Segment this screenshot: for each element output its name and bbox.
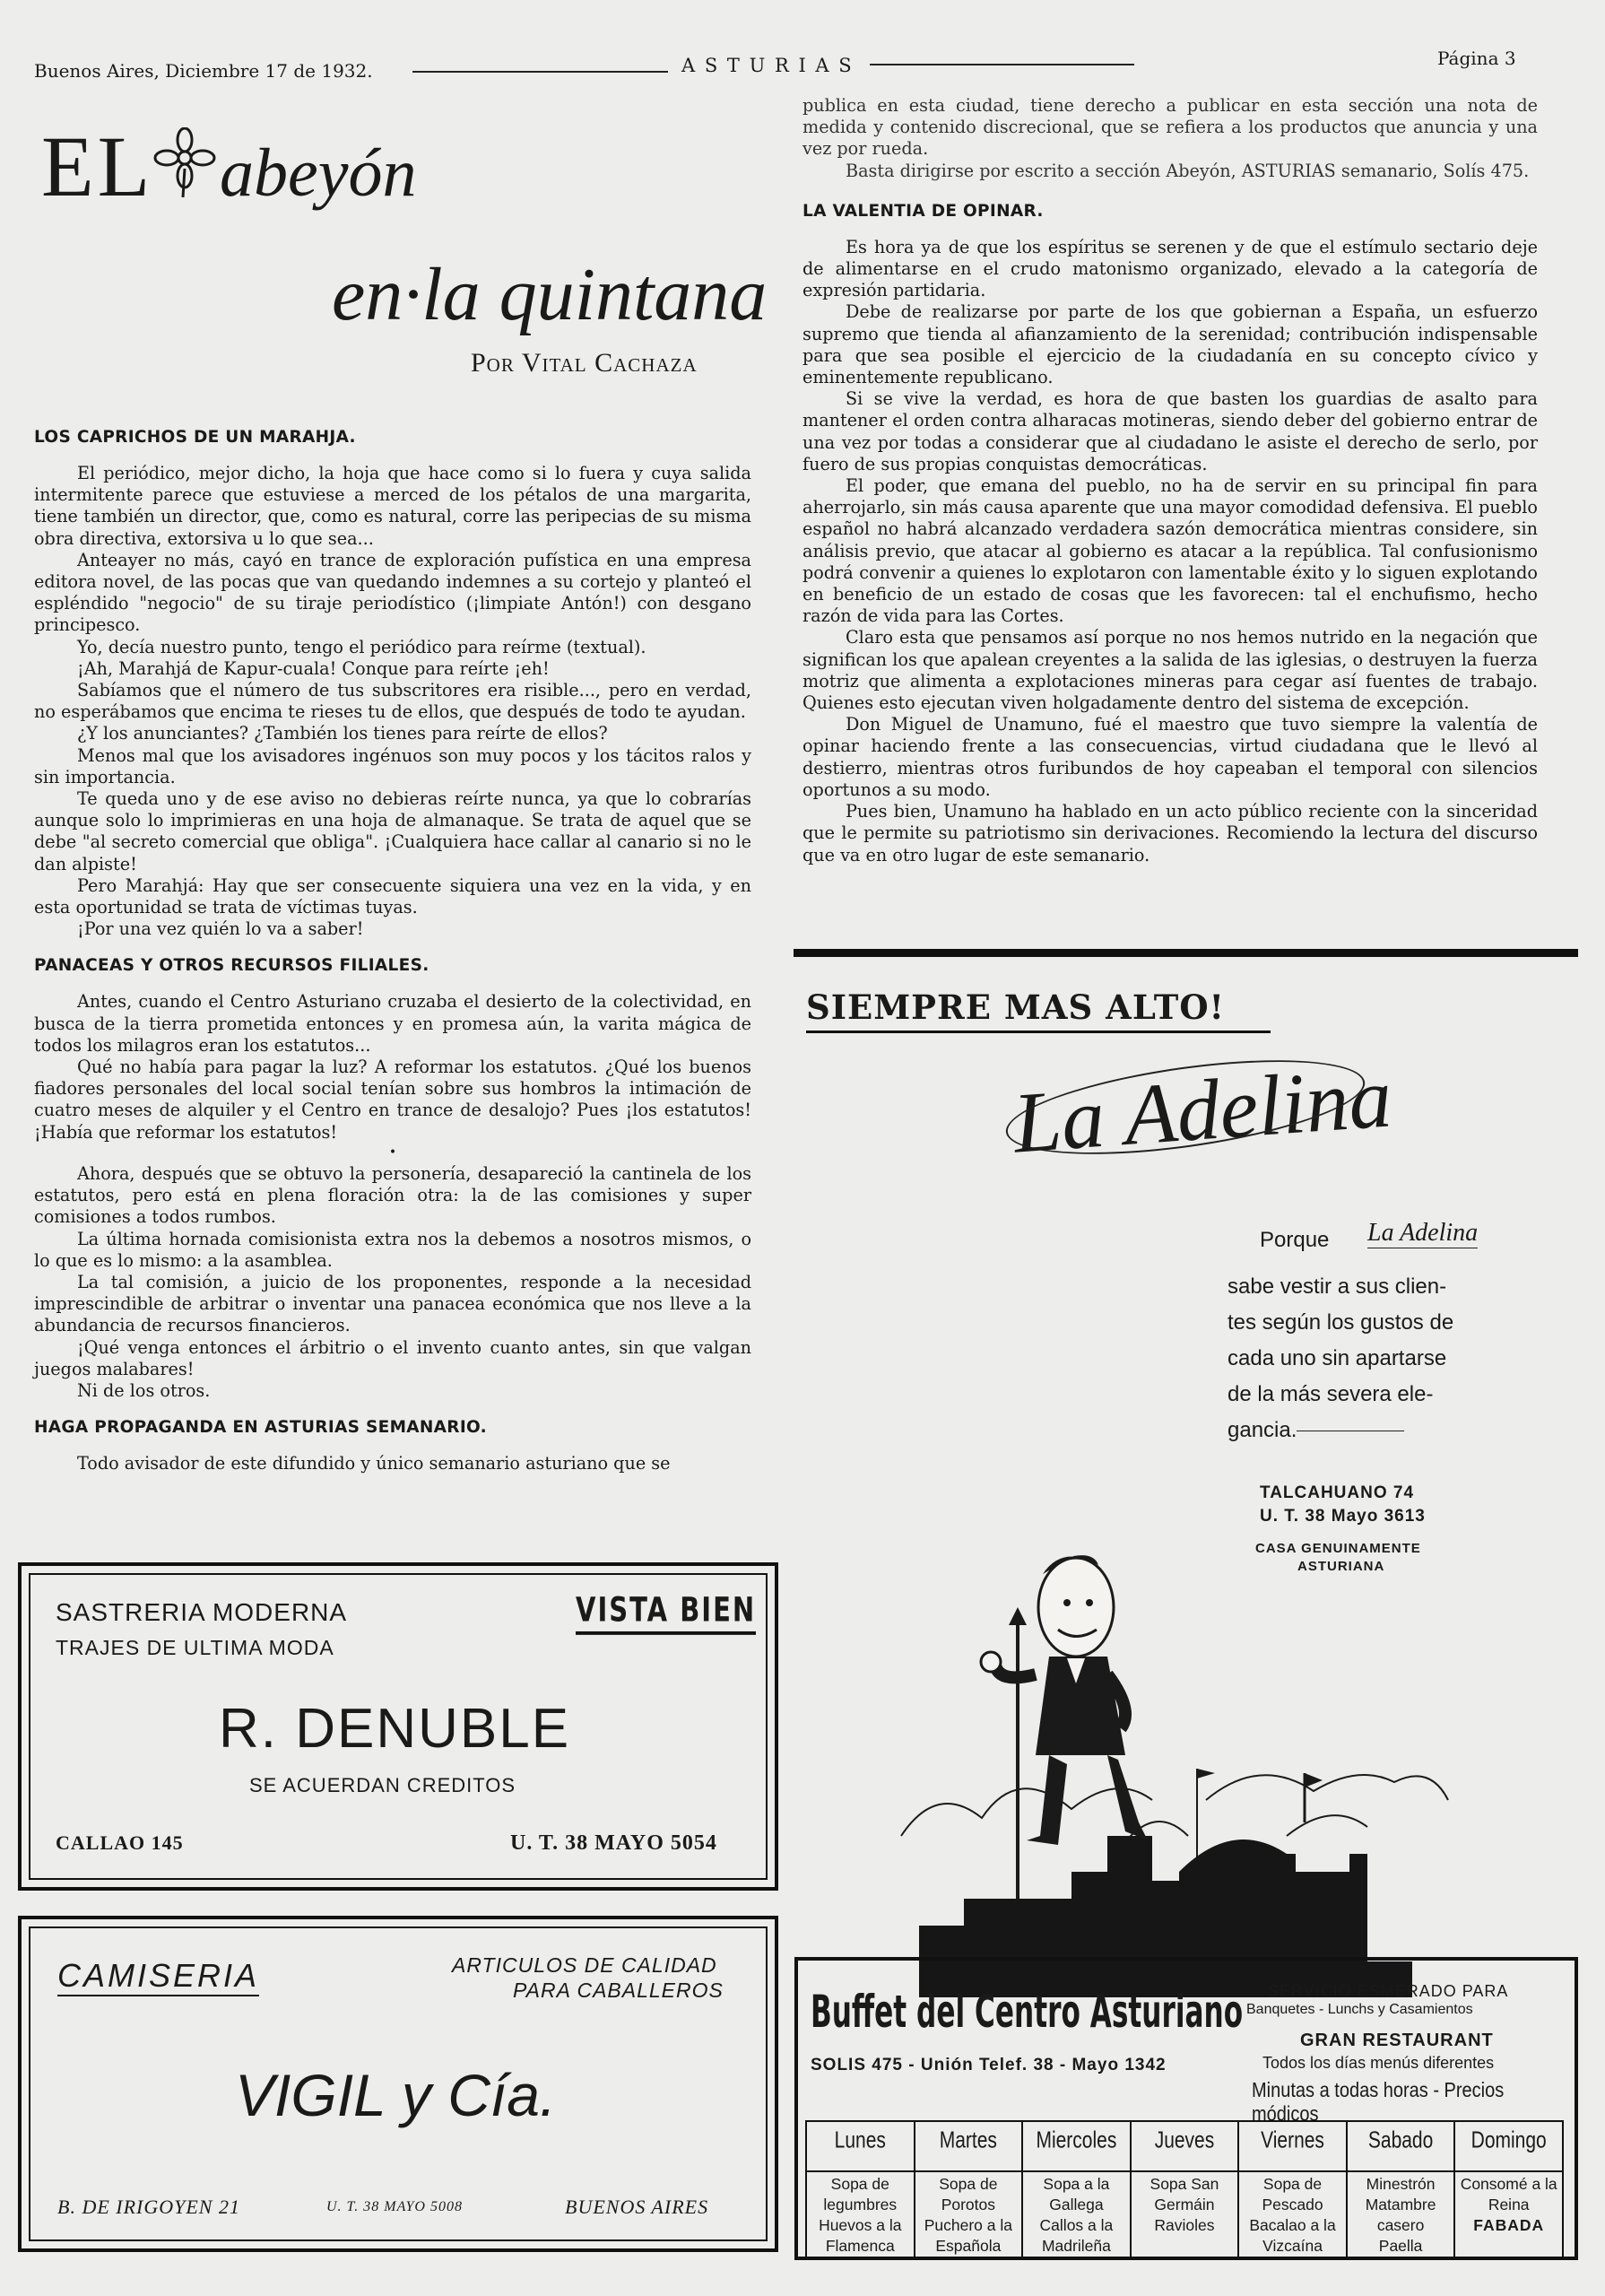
section-divider-dot: • [388, 1144, 397, 1160]
ad-phone: U. T. 38 MAYO 5008 [326, 2199, 463, 2214]
ad-label: CAMISERIA [57, 1957, 259, 1996]
menu-cell [1347, 2171, 1455, 2259]
ad-body-line: de la más severa ele- [1228, 1382, 1434, 1406]
ad-buffet [794, 1957, 1578, 2260]
ad-phone: U. T. 38 MAYO 5054 [510, 1831, 717, 1855]
menu-item: FABADA [1473, 2216, 1545, 2234]
menu-item: Callos a la Madrileña [1039, 2216, 1114, 2255]
section-title: HAGA PROPAGANDA EN ASTURIAS SEMANARIO. [34, 1418, 487, 1438]
ad-tagline2: PARA CABALLEROS [513, 1979, 724, 2002]
menu-item: Paella [1378, 2237, 1423, 2255]
ad-body-line: sabe vestir a sus clien- [1228, 1274, 1447, 1299]
menu-item: Minestrón [1366, 2175, 1436, 2193]
day-header: Miercoles [1022, 2115, 1131, 2178]
porque-label: Porque [1260, 1228, 1330, 1252]
paragraph: Ni de los otros. [77, 1379, 211, 1401]
ad-line2: TRAJES DE ULTIMA MODA [56, 1636, 334, 1659]
section-propaganda [34, 1418, 751, 1474]
day-header: Martes [915, 2115, 1023, 2178]
paragraph: ¡Qué venga entonces el árbitrio o el invento cuanto antes, sin que valgan juegos malabares! [34, 1336, 751, 1379]
ad-headline: SIEMPRE MAS ALTO! [806, 987, 1225, 1027]
page-number: Página 3 [1437, 48, 1516, 69]
menu-cell [806, 2171, 915, 2259]
paragraph: Claro esta que pensamos así porque no nos hemos nutrido en la negación que significan los que apalean creyentes a la salida de las iglesias, o destruyen la fuerza motriz que alimenta a explotaciones mineras para cegar así fuentes de trabajo. Quienes esto ejecutan viven holgadamente dentro del sistema de excepción. [802, 627, 1538, 714]
day-header: Jueves [1131, 2115, 1239, 2178]
section-panaceas [34, 956, 751, 1402]
continuation-paragraph: Basta dirigirse por escrito a sección Abeyón, ASTURIAS semanario, Solís 475. [846, 160, 1530, 181]
ad-line1: SASTRERIA MODERNA [56, 1598, 348, 1626]
menu-item: Sopa de Porotos [939, 2175, 998, 2213]
paragraph: Te queda uno y de ese aviso no debieras reírte nunca, ya que lo cobrarías aunque solo lo imprimieras en una hoja de almanaque. Se trata de aquel que se debe "al secreto comercial que obliga". ¡Cualquiera hace callar al canario si no le dan alpiste! [34, 788, 751, 874]
section-title: PANACEAS Y OTROS RECURSOS FILIALES. [34, 956, 429, 976]
ad-name: VIGIL y Cía. [235, 2062, 557, 2128]
title-quintana: en·la quintana [332, 253, 768, 336]
menu-cell [915, 2171, 1023, 2259]
header-rule-left [412, 71, 668, 73]
ad-tag-line2: ASTURIANA [1297, 1559, 1385, 1574]
menu-item: Huevos a la Flamenca [819, 2216, 902, 2255]
menu-items-row [806, 2171, 1563, 2259]
paragraph: Antes, cuando el Centro Asturiano cruzaba el desierto de la colectividad, en busca de la tierra prometida entonces y en promesa aún, la varita mágica de todos los milagros eran los estatutos... [34, 991, 751, 1056]
paragraph: Don Miguel de Unamuno, fué el maestro que tuvo siempre la valentía de opinar haciendo frente a las consecuencias, virtud ciudadana que le llevó al destierro, mientras otros furibundos de hoy capeaban el temporal con silencios oportunos a su modo. [802, 714, 1538, 800]
paragraph: El periódico, mejor dicho, la hoja que hace como si lo fuera y cuya salida intermitente parece que estuviese a merced de los pétalos de una margarita, tiene también un director, que, como es natural, corre las peripecias de su misma obra directiva, extorsiva u lo que sea... [34, 463, 751, 549]
section-title: LA VALENTIA DE OPINAR. [802, 201, 1044, 221]
menu-item: Puchero a la Española [924, 2216, 1012, 2255]
headline-underline [806, 1031, 1271, 1033]
menu-item: Bacalao a la Vizcaína [1249, 2216, 1336, 2255]
brand-logo-small: La Adelina [1367, 1219, 1479, 1247]
ad-body-line [1228, 1413, 1453, 1448]
weekly-menu [805, 2120, 1564, 2260]
section-caprichos [34, 428, 751, 940]
ad-slogan: VISTA BIEN [576, 1589, 756, 1635]
menu-days-row [806, 2121, 1563, 2171]
menu-item: Sopa de legumbres [823, 2175, 898, 2213]
menu-item: Ravioles [1154, 2216, 1215, 2234]
right-column [802, 95, 1538, 920]
ad-service2: Banquetes - Lunchs y Casamientos [1246, 2002, 1473, 2017]
left-column [34, 428, 751, 1531]
ad-address: TALCAHUANO 74 [1260, 1483, 1415, 1502]
paragraph: Si se vive la verdad, es hora de que basten los guardias de asalto para mantener el orden contra alharacas motineras, siendo deber del gobierno entrar de una vez por todas a considerar que al ciudadano le asiste el derecho de serlo, por fuero de sus propias conquistas democráticas. [802, 388, 1538, 474]
ad-denuble [18, 1562, 778, 1891]
ad-body-line-end: gancia. [1228, 1418, 1297, 1442]
ad-body-line: cada uno sin apartarse [1228, 1346, 1447, 1370]
paragraph: ¿Y los anunciantes? ¿También los tienes para reírte de ellos? [77, 723, 608, 744]
menu-item: Consomé a la Reina [1460, 2175, 1557, 2213]
ad-credit: SE ACUERDAN CREDITOS [249, 1774, 516, 1796]
title-abeyon: abeyón [220, 135, 417, 211]
paragraph: Qué no había para pagar la luz? A reformar los estatutos. ¿Qué los buenos fiadores personales del local social tenían sobre sus hombros la intimación de cuatro meses de alquiler y el Centro en trance de desalojo? Pues ¡los estatutos! ¡Había que reformar los estatutos! [34, 1057, 751, 1143]
ad-menus: Todos los días menús diferentes [1262, 2054, 1495, 2072]
paragraph: El poder, que emana del pueblo, no ha de servir en su principal fin para aherrojarlo, sin más causa aparente que una mayor comodidad defensiva. El pueblo español no habrá alcanzado verdadera sazón democrática mientras considere, sin análisis previo, que atacar al gobierno es atacar a la república. Tal confusionismo podrá convenir a quienes lo explotaron con lamentable éxito y lo siguen explotando en beneficio de un estado de cosas que les favorecen: tal el enchufismo, hecho razón de vida para las Cortes. [802, 475, 1538, 627]
brand-logo: La Adelina [1010, 1048, 1395, 1171]
ad-phone: U. T. 38 Mayo 3613 [1260, 1507, 1426, 1526]
menu-cell [1454, 2171, 1563, 2259]
paragraph: Ahora, después que se obtuvo la personería, desapareció la cantinela de los estatutos, pero está en plena floración otra: la de las comisiones y super comisiones a todos rumbos. [34, 1162, 751, 1228]
ad-la-adelina [794, 949, 1578, 1935]
menu-cell [1238, 2171, 1347, 2259]
menu-item: Sopa a la Gallega [1043, 2175, 1110, 2213]
menu-item: Sopa de Pescado [1262, 2175, 1323, 2213]
ad-service1: SERVICIO ESMERADO PARA [1268, 1982, 1509, 2000]
menu-item: Matambre casero [1365, 2196, 1436, 2234]
title-el: EL [41, 118, 154, 214]
day-header: Lunes [806, 2115, 915, 2178]
paragraph: Debe de realizarse por parte de los que gobiernan a España, un esfuerzo supremo que tienda al afianzamiento de la serenidad; contribución indispensable para que sea posible el ejercicio de la ciudadanía en su concepto cívico y eminentemente republicano. [802, 301, 1538, 388]
paragraph: Todo avisador de este difundido y único semanario asturiano que se [77, 1453, 671, 1474]
ad-name: R. DENUBLE [219, 1698, 571, 1760]
ad-tagline1: ARTICULOS DE CALIDAD [452, 1953, 717, 1977]
ad-title: Buffet del Centro Asturiano [811, 1986, 1244, 2039]
paragraph: ¡Por una vez quién lo va a saber! [77, 918, 364, 940]
header-rule-right [870, 64, 1134, 65]
day-header: Viernes [1238, 2115, 1347, 2178]
paragraph: Es hora ya de que los espíritus se serenen y de que el estímulo sectario deje de alimentarse en el crudo matonismo organizado, elevado a la categoría de expresión partidaria. [802, 236, 1538, 301]
paragraph: La tal comisión, a juicio de los proponentes, responde a la necesidad imprescindible de arbitrar o inventar una panacea económica que nos lleve a la abundancia de recursos financieros. [34, 1271, 751, 1336]
publication-name: A S T U R I A S [681, 55, 854, 76]
menu-cell [1131, 2171, 1239, 2259]
column-title [36, 108, 768, 404]
paragraph: ¡Ah, Marahjá de Kapur-cuala! Conque para reírte ¡eh! [77, 657, 550, 679]
day-header: Sabado [1347, 2115, 1455, 2178]
ad-vigil [18, 1916, 778, 2252]
ad-restaurant: GRAN RESTAURANT [1300, 2031, 1494, 2050]
paragraph: Pero Marahjá: Hay que ser consecuente siquiera una vez en la vida, y en esta oportunidad se trata de víctimas tuyas. [34, 874, 751, 918]
day-header: Domingo [1454, 2115, 1563, 2178]
ad-minutas: Minutas a todas horas - Precios módicos [1252, 2079, 1505, 2126]
ad-body [1228, 1269, 1453, 1448]
column-author: Por Vital Cachaza [471, 348, 698, 378]
flower-icon [152, 127, 217, 199]
menu-table [805, 2120, 1564, 2255]
ad-body-line: tes según los gustos de [1228, 1310, 1454, 1335]
mascot-illustration [883, 1459, 1457, 1997]
paragraph: Anteayer no más, cayó en trance de exploración pufística en una empresa editora novel, de las pocas que van quedando indemnes a su cortejo y planteó el espléndido "negocio" de su tiraje periodístico (¡limpiate Antón!) con desgano principesco. [34, 549, 751, 636]
section-title: LOS CAPRICHOS DE UN MARAHJA. [34, 428, 356, 447]
menu-item: Sopa San Germáin [1150, 2175, 1219, 2213]
ad-address-line: SOLIS 475 - Unión Telef. 38 - Mayo 1342 [811, 2056, 1167, 2074]
continuation-paragraph: publica en esta ciudad, tiene derecho a publicar en esta sección una nota de medida y contenido discrecional, que se refiera a los productos que anuncia y una vez por rueda. [802, 95, 1538, 160]
paragraph: Pues bien, Unamuno ha hablado en un acto público reciente con la sinceridad que le permite su patriotismo sin derivaciones. Recomiendo la lectura del discurso que va en otro lugar de este semanario. [802, 801, 1538, 865]
paragraph: La última hornada comisionista extra nos la debemos a nosotros mismos, o lo que es lo mismo: a la asamblea. [34, 1228, 751, 1271]
paragraph: Sabíamos que el número de tus subscritores era risible..., pero en verdad, no esperábamos que encima te rieses tu de ellos, que después de todo te ayudan. [34, 680, 751, 723]
paragraph: Yo, decía nuestro punto, tengo el periódico para reírme (textual). [77, 636, 646, 657]
ad-address: B. DE IRIGOYEN 21 [57, 2196, 240, 2218]
dateline: Buenos Aires, Diciembre 17 de 1932. [34, 60, 373, 82]
ad-address: CALLAO 145 [56, 1831, 184, 1854]
paragraph: Menos mal que los avisadores ingénuos son muy pocos y los tácitos ralos y sin importancia. [34, 744, 751, 787]
ad-tag-line1: CASA GENUINAMENTE [1255, 1541, 1421, 1556]
ad-city: BUENOS AIRES [565, 2196, 709, 2218]
menu-cell [1022, 2171, 1131, 2259]
